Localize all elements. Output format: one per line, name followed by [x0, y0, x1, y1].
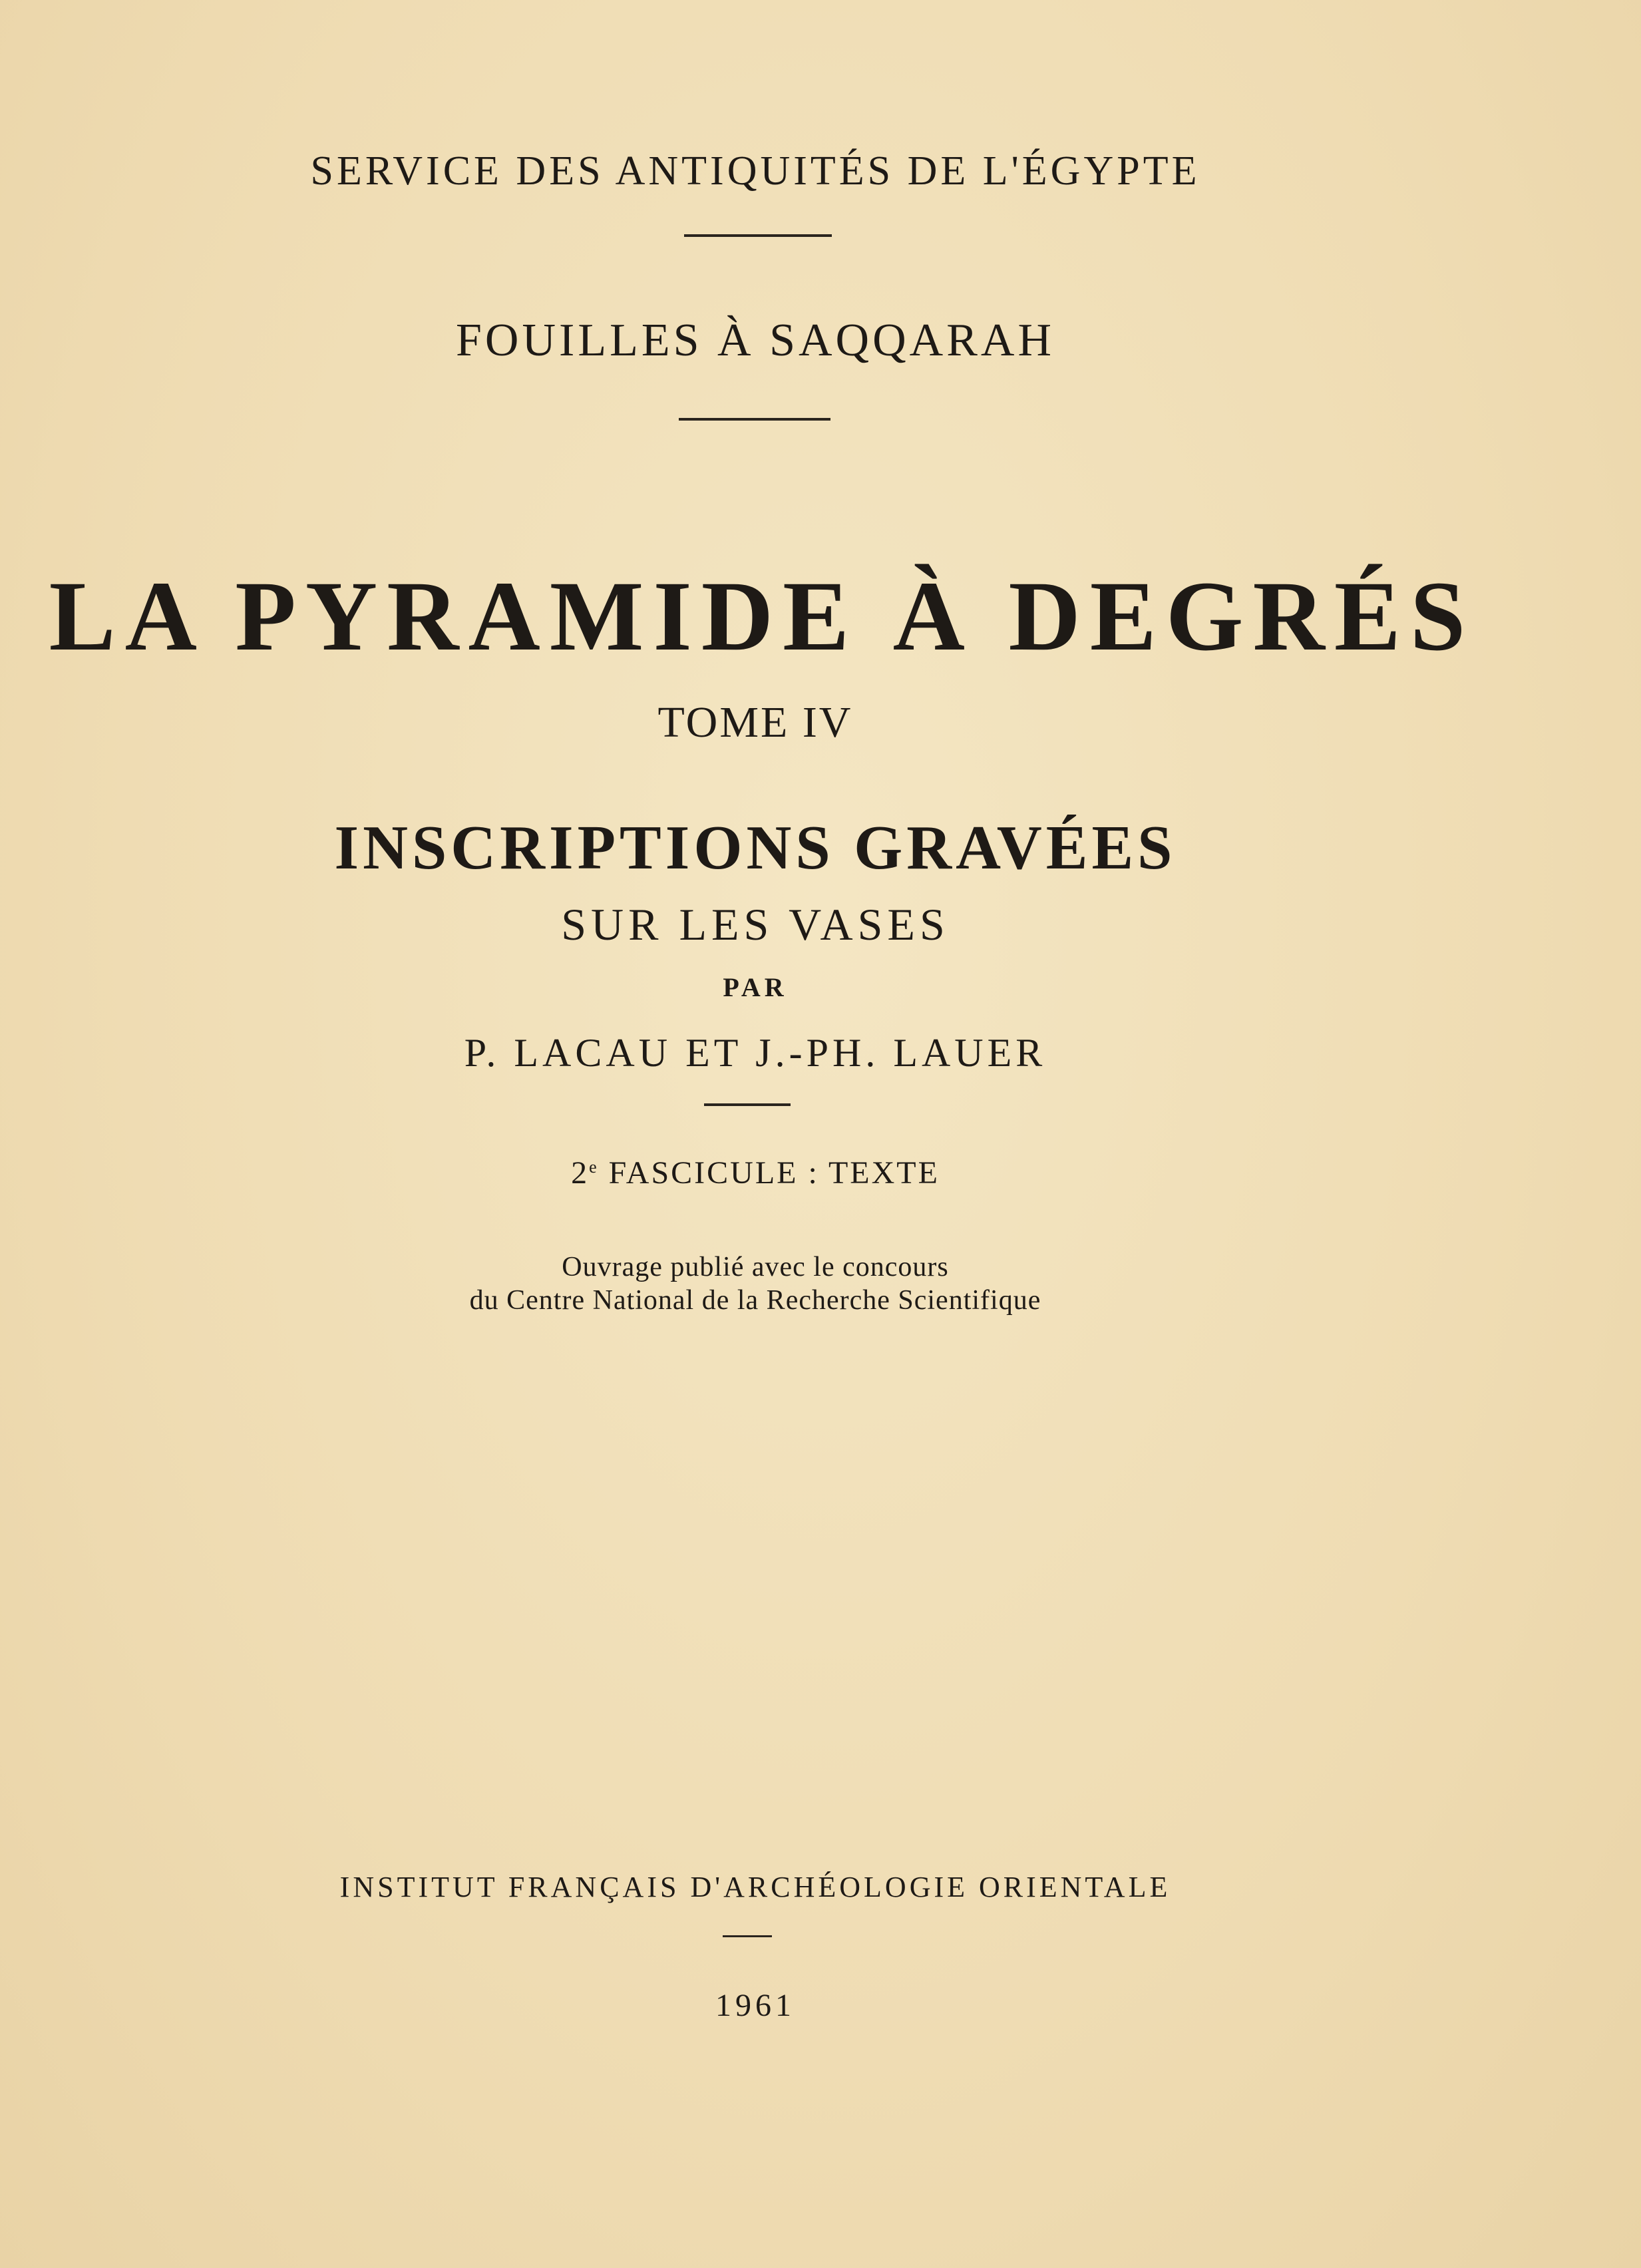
service-heading: SERVICE DES ANTIQUITÉS DE L'ÉGYPTE — [310, 148, 1200, 194]
subtitle-line-1: INSCRIPTIONS GRAVÉES — [334, 813, 1177, 882]
series-heading: FOUILLES À SAQQARAH — [455, 315, 1055, 366]
fascicule-number: 2 — [571, 1155, 590, 1191]
fascicule-superscript: e — [589, 1157, 599, 1177]
note-line-1: Ouvrage publié avec le concours — [562, 1252, 949, 1282]
divider-4 — [723, 1935, 772, 1937]
divider-1 — [684, 234, 832, 237]
main-title: LA PYRAMIDE À DEGRÉS — [49, 561, 1475, 671]
authors: P. LACAU ET J.-PH. LAUER — [464, 1031, 1047, 1075]
divider-3 — [704, 1103, 791, 1106]
publication-year: 1961 — [715, 1988, 795, 2023]
publisher-name: INSTITUT FRANÇAIS D'ARCHÉOLOGIE ORIENTALE — [339, 1871, 1171, 1903]
note-line-2: du Centre National de la Recherche Scientifique — [469, 1285, 1041, 1316]
fascicule-label: FASCICULE : TEXTE — [608, 1155, 940, 1191]
divider-2 — [679, 418, 830, 421]
fascicule — [0, 1155, 1511, 1191]
par-label: PAR — [723, 972, 788, 1002]
subtitle-line-2: SUR LES VASES — [561, 899, 950, 950]
tome-label: TOME IV — [657, 698, 853, 747]
